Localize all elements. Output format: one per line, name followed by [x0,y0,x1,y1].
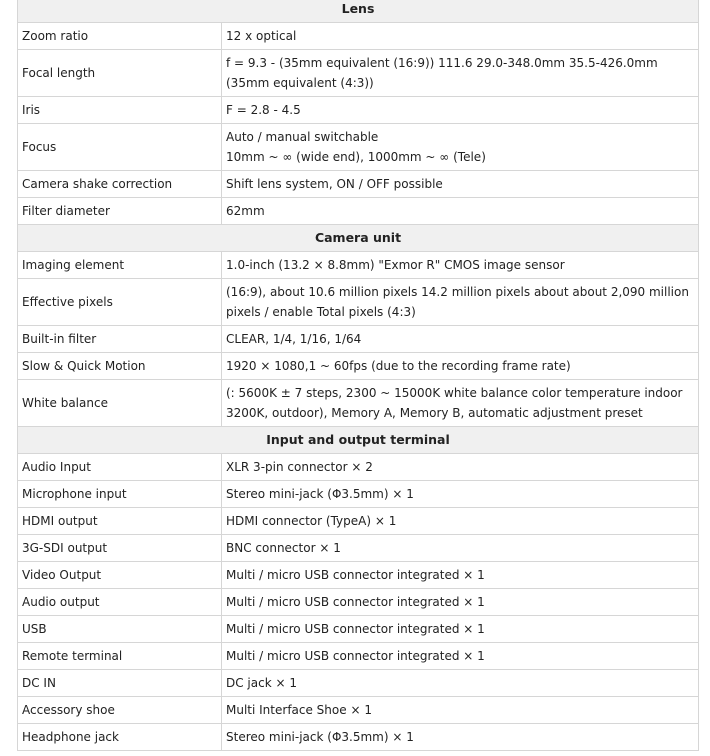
spec-value-line: Multi Interface Shoe × 1 [226,703,372,717]
spec-value-line: Stereo mini-jack (Φ3.5mm) × 1 [226,730,414,744]
spec-value-line: Auto / manual switchable [226,130,379,144]
spec-value [222,643,699,670]
section-header-row [18,427,699,454]
spec-label: Effective pixels [18,279,222,326]
spec-label: Audio output [18,589,222,616]
spec-row [18,724,699,751]
spec-value-line: (16:9), about 10.6 million pixels 14.2 million pixels about about 2,090 million pixels / enable Total pixels (4:3) [226,285,689,319]
spec-value [222,508,699,535]
spec-row [18,279,699,326]
spec-value-line: Multi / micro USB connector integrated × 1 [226,649,485,663]
section-header-row [18,0,699,23]
spec-value [222,326,699,353]
spec-row [18,50,699,97]
spec-row [18,643,699,670]
spec-value [222,171,699,198]
spec-value [222,198,699,225]
spec-value-line: 62mm [226,204,265,218]
spec-row [18,670,699,697]
spec-row [18,535,699,562]
spec-label: 3G-SDI output [18,535,222,562]
spec-label: Camera shake correction [18,171,222,198]
spec-row [18,252,699,279]
spec-value-line: DC jack × 1 [226,676,297,690]
spec-value [222,279,699,326]
spec-row [18,454,699,481]
spec-value-line: Multi / micro USB connector integrated × 1 [226,595,485,609]
spec-value [222,124,699,171]
spec-value-line: HDMI connector (TypeA) × 1 [226,514,397,528]
spec-value [222,562,699,589]
spec-label: Iris [18,97,222,124]
spec-label: HDMI output [18,508,222,535]
spec-label: Built-in filter [18,326,222,353]
spec-table-body [18,0,699,751]
spec-row [18,589,699,616]
spec-value [222,535,699,562]
section-title: Input and output terminal [18,427,699,454]
spec-value-line: Multi / micro USB connector integrated × 1 [226,622,485,636]
spec-value-line: 1.0-inch (13.2 × 8.8mm) "Exmor R" CMOS image sensor [226,258,565,272]
spec-label: Audio Input [18,454,222,481]
spec-value [222,724,699,751]
spec-value [222,97,699,124]
section-title: Lens [18,0,699,23]
spec-value-line: CLEAR, 1/4, 1/16, 1/64 [226,332,362,346]
spec-value [222,23,699,50]
spec-label: Microphone input [18,481,222,508]
spec-value-line: f = 9.3 - (35mm equivalent (16:9)) 111.6 29.0-348.0mm 35.5-426.0mm (35mm equivalent (4:3)) [226,56,658,90]
spec-value-line: Shift lens system, ON / OFF possible [226,177,443,191]
spec-value [222,589,699,616]
spec-value-line: F = 2.8 - 4.5 [226,103,301,117]
spec-row [18,508,699,535]
spec-label: Video Output [18,562,222,589]
spec-label: Slow & Quick Motion [18,353,222,380]
spec-value [222,454,699,481]
spec-value-line: Stereo mini-jack (Φ3.5mm) × 1 [226,487,414,501]
spec-value [222,616,699,643]
spec-value [222,481,699,508]
spec-label: Filter diameter [18,198,222,225]
spec-row [18,124,699,171]
section-title: Camera unit [18,225,699,252]
spec-value-line: 12 x optical [226,29,297,43]
spec-row [18,198,699,225]
spec-row [18,171,699,198]
spec-label: DC IN [18,670,222,697]
spec-value-line: 1920 × 1080,1 ~ 60fps (due to the recording frame rate) [226,359,571,373]
spec-label: Zoom ratio [18,23,222,50]
spec-value-line: BNC connector × 1 [226,541,341,555]
spec-value-line: Multi / micro USB connector integrated × 1 [226,568,485,582]
spec-label: Focal length [18,50,222,97]
spec-label: Remote terminal [18,643,222,670]
spec-label: Focus [18,124,222,171]
spec-row [18,97,699,124]
spec-value-line: (: 5600K ± 7 steps, 2300 ~ 15000K white balance color temperature indoor 3200K, outdoor), Memory A, Memory B, automatic adjustment preset [226,386,683,420]
spec-row [18,697,699,724]
spec-row [18,353,699,380]
spec-label: Headphone jack [18,724,222,751]
spec-row [18,23,699,50]
spec-label: Imaging element [18,252,222,279]
spec-value [222,353,699,380]
spec-value [222,697,699,724]
section-header-row [18,225,699,252]
spec-label: Accessory shoe [18,697,222,724]
spec-label: USB [18,616,222,643]
spec-row [18,481,699,508]
spec-value-line: 10mm ~ ∞ (wide end), 1000mm ~ ∞ (Tele) [226,150,486,164]
spec-value [222,50,699,97]
spec-value [222,670,699,697]
spec-row [18,326,699,353]
spec-table [17,0,699,751]
spec-label: White balance [18,380,222,427]
spec-value [222,252,699,279]
spec-value-line: XLR 3-pin connector × 2 [226,460,373,474]
spec-row [18,562,699,589]
spec-value [222,380,699,427]
spec-row [18,380,699,427]
spec-row [18,616,699,643]
